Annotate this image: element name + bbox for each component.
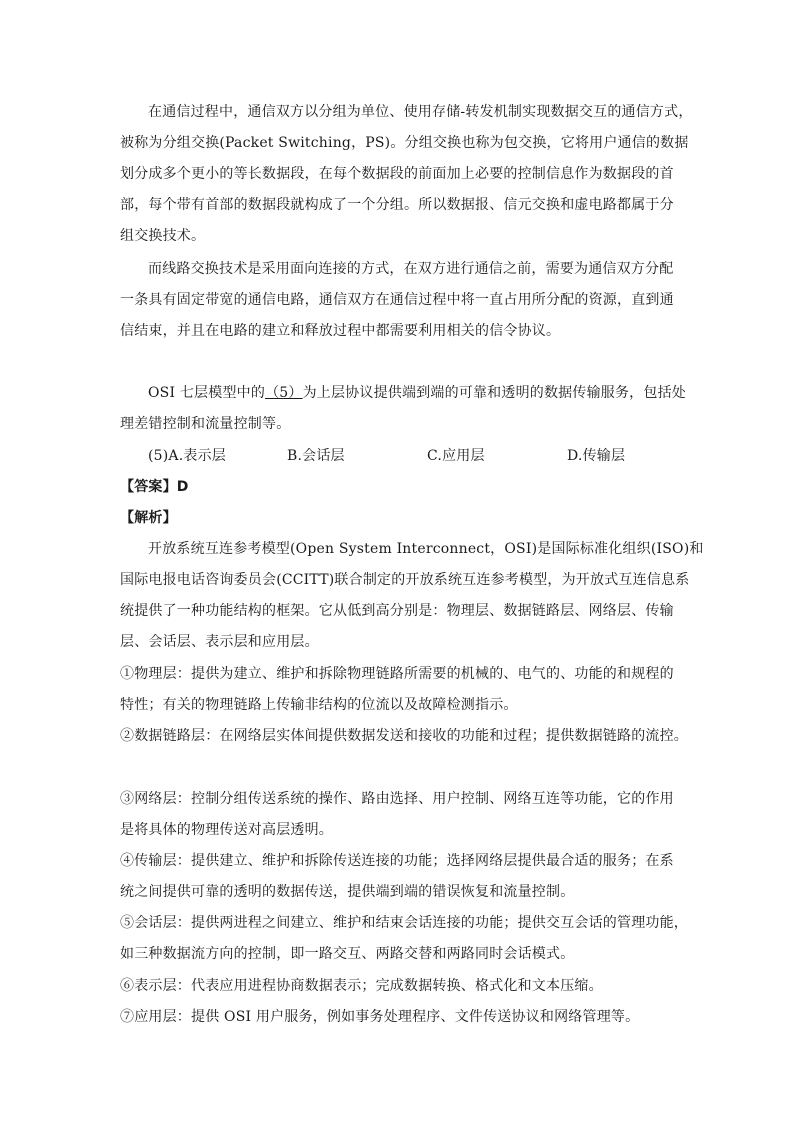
paragraph-line: 部，每个带有首部的数据段就构成了一个分组。所以数据报、信元交换和虚电路都属于分 xyxy=(120,197,674,213)
answer-label: 【答案】D xyxy=(120,479,189,495)
layer-line: ④传输层：提供建立、维护和拆除传送连接的功能；选择网络层提供最合适的服务；在系 xyxy=(120,853,674,869)
analysis-line: 开放系统互连参考模型(Open System Interconnect，OSI)是国际标准化组织(ISO)和 xyxy=(148,541,704,557)
paragraph-line: 信结束，并且在电路的建立和释放过程中都需要利用相关的信令协议。 xyxy=(120,323,561,339)
layer-line: ⑦应用层：提供 OSI 用户服务，例如事务处理程序、文件传送协议和网络管理等。 xyxy=(120,1009,640,1025)
layer-line: ①物理层：提供为建立、维护和拆除物理链路所需要的机械的、电气的、功能的和规程的 xyxy=(120,666,674,682)
paragraph-line: 被称为分组交换(Packet Switching，PS)。分组交换也称为包交换，它将用户通信的数据 xyxy=(120,135,689,151)
layer-line: 统之间提供可靠的透明的数据传送，提供端到端的错误恢复和流量控制。 xyxy=(120,884,575,900)
paragraph-line: 在通信过程中，通信双方以分组为单位、使用存储-转发机制实现数据交互的通信方式， xyxy=(148,104,693,120)
analysis-line: 国际电报电话咨询委员会(CCITT)联合制定的开放系统互连参考模型，为开放式互连信息系 xyxy=(120,572,690,588)
question-line: 理差错控制和流量控制等。 xyxy=(120,416,291,432)
paragraph-line: 组交换技术。 xyxy=(120,228,206,244)
options-row xyxy=(148,447,680,465)
analysis-label: 【解析】 xyxy=(120,510,177,526)
paragraph-line: 划分成多个更小的等长数据段，在每个数据段的前面加上必要的控制信息作为数据段的首 xyxy=(120,166,674,182)
question-suffix: 为上层协议提供端到端的可靠和透明的数据传输服务，包括处 xyxy=(302,385,686,401)
layer-line: 特性；有关的物理链路上传输非结构的位流以及故障检测指示。 xyxy=(120,697,518,713)
layer-line: 是将具体的物理传送对高层透明。 xyxy=(120,822,333,838)
question-line xyxy=(148,384,686,402)
paragraph-line: 一条具有固定带宽的通信电路，通信双方在通信过程中将一直占用所分配的资源，直到通 xyxy=(120,292,674,308)
layer-line: 如三种数据流方向的控制，即一路交互、两路交替和两路同时会话模式。 xyxy=(120,946,575,962)
option-d: D.传输层 xyxy=(567,448,626,464)
option-c: C.应用层 xyxy=(427,448,485,464)
layer-line: ③网络层：控制分组传送系统的操作、路由选择、用户控制、网络互连等功能，它的作用 xyxy=(120,791,674,807)
analysis-line: 统提供了一种功能结构的框架。它从低到高分别是：物理层、数据链路层、网络层、传输 xyxy=(120,603,674,619)
layer-line: ②数据链路层：在网络层实体间提供数据发送和接收的功能和过程；提供数据链路的流控。 xyxy=(120,728,688,744)
question-blank: （5） xyxy=(265,385,303,401)
layer-line: ⑥表示层：代表应用进程协商数据表示；完成数据转换、格式化和文本压缩。 xyxy=(120,978,603,994)
paragraph-line: 而线路交换技术是采用面向连接的方式，在双方进行通信之前，需要为通信双方分配 xyxy=(148,261,674,277)
analysis-line: 层、会话层、表示层和应用层。 xyxy=(120,634,319,650)
question-prefix: OSI 七层模型中的 xyxy=(148,385,266,401)
option-a: (5)A.表示层 xyxy=(148,448,226,464)
layer-line: ⑤会话层：提供两进程之间建立、维护和结束会话连接的功能；提供交互会话的管理功能， xyxy=(120,915,688,931)
option-b: B.会话层 xyxy=(287,448,345,464)
